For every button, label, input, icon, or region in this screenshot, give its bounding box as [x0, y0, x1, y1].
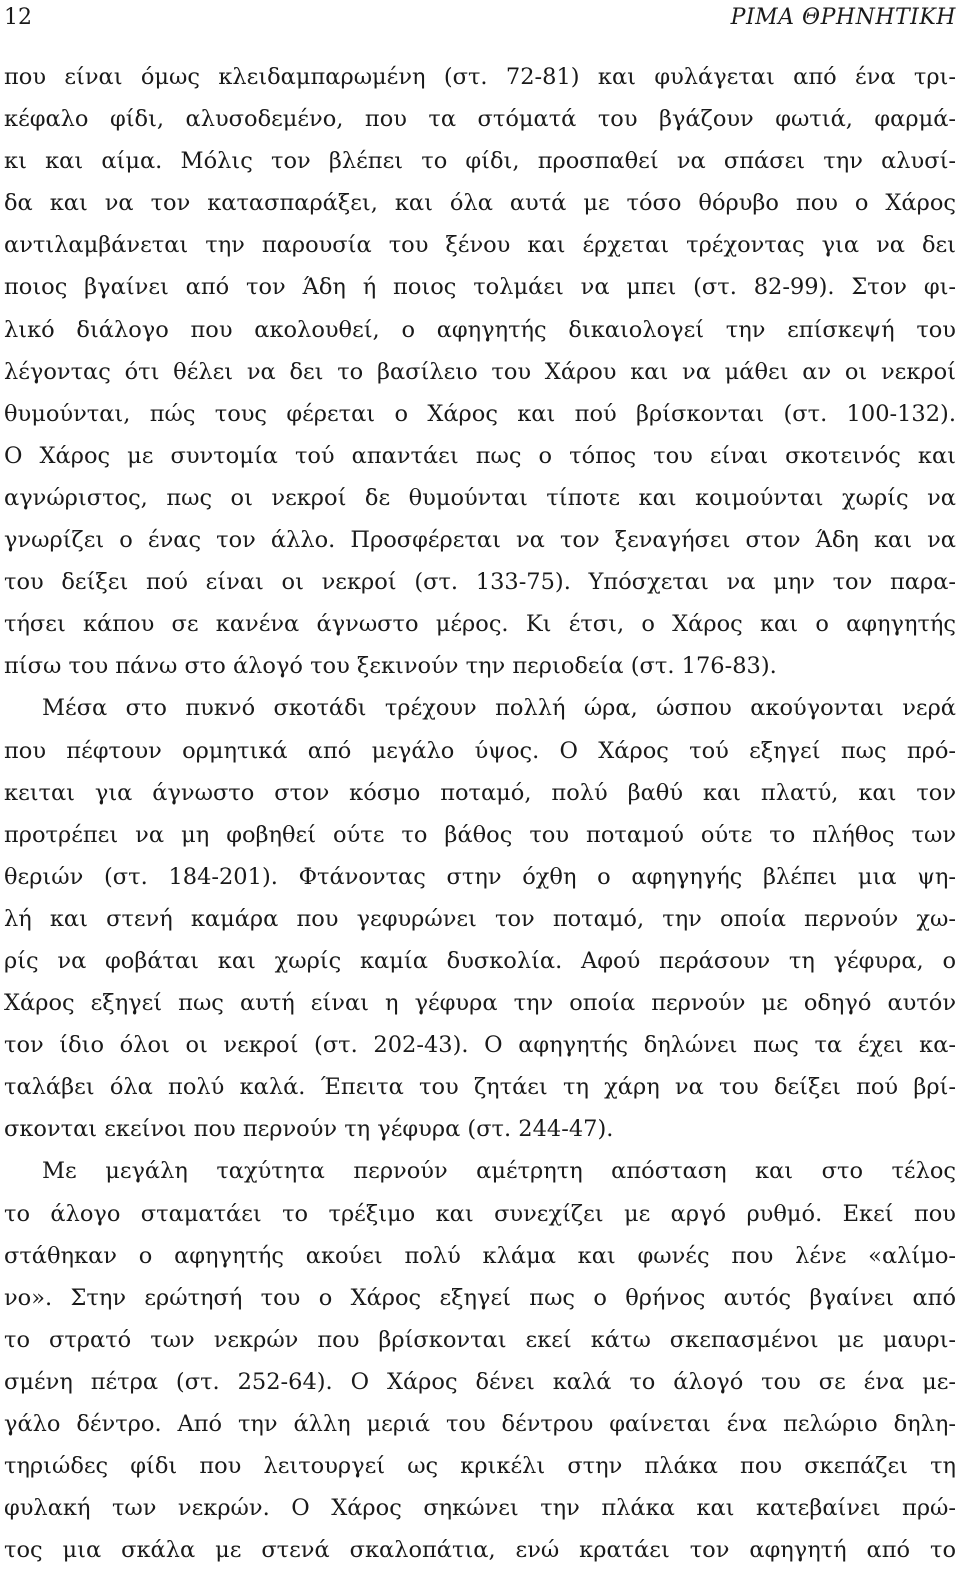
running-header — [4, 0, 956, 34]
text-line: φυλακή των νεκρών. Ο Χάρος σηκώνει την πλάκα και κατεβαίνει πρώ- — [4, 1495, 956, 1522]
text-line: που πέφτουν ορμητικά από μεγάλο ύψος. Ο Χάρος τού εξηγεί πως πρό- — [4, 737, 956, 764]
text-line: γνωρίζει ο ένας τον άλλο. Προσφέρεται να τον ξεναγήσει στον Άδη και να — [4, 527, 956, 554]
text-line: λέγοντας ότι θέλει να δει το βασίλειο του Χάρου και να μάθει αν οι νεκροί — [4, 358, 956, 385]
text-line: τηριώδες φίδι που λειτουργεί ως κρικέλι στην πλάκα που σκεπάζει τη — [4, 1453, 956, 1480]
text-line: σκονται εκείνοι που περνούν τη γέφυρα (στ. 244-47). — [4, 1116, 614, 1143]
text-line: Με μεγάλη ταχύτητα περνούν αμέτρητη απόσταση και στο τέλος — [42, 1158, 956, 1185]
text-line: αντιλαμβάνεται την παρουσία του ξένου και έρχεται τρέχοντας για να δει — [4, 232, 956, 259]
text-line: κι και αίμα. Μόλις τον βλέπει το φίδι, προσπαθεί να σπάσει την αλυσί- — [4, 148, 956, 175]
text-line: αγνώριστος, πως οι νεκροί δε θυμούνται τίποτε και κοιμούνται χωρίς να — [4, 484, 956, 511]
text-line: γάλο δέντρο. Από την άλλη μεριά του δέντρου φαίνεται ένα πελώριο δηλη- — [4, 1411, 956, 1437]
text-line: Χάρος εξηγεί πως αυτή είναι η γέφυρα την οποία περνούν με οδηγό αυτόν — [4, 990, 956, 1017]
text-line: θυμούνται, πώς τους φέρεται ο Χάρος και πού βρίσκονται (στ. 100-132). — [4, 400, 956, 427]
text-line: κειται για άγνωστο στον κόσμο ποταμό, πολύ βαθύ και πλατύ, και τον — [4, 779, 956, 806]
text-line: θεριών (στ. 184-201). Φτάνοντας στην όχθη ο αφηγηγής βλέπει μια ψη- — [4, 863, 956, 890]
body-text — [4, 56, 956, 1571]
text-line: το άλογο σταματάει το τρέξιμο και συνεχίζει με αργό ρυθμό. Εκεί που — [4, 1200, 956, 1227]
text-line: το στρατό των νεκρών που βρίσκονται εκεί κάτω σκεπασμένοι με μαυρι- — [4, 1326, 956, 1353]
page-number: 12 — [4, 4, 32, 30]
text-line: δα και να τον κατασπαράξει, και όλα αυτά με τόσο θόρυβο που ο Χάρος — [4, 190, 956, 217]
text-line: Ο Χάρος με συντομία τού απαντάει πως ο τόπος του είναι σκοτεινός και — [4, 442, 956, 469]
text-line: του δείξει πού είναι οι νεκροί (στ. 133-75). Υπόσχεται να μην τον παρα- — [4, 569, 956, 596]
text-line: κέφαλο φίδι, αλυσοδεμένο, που τα στόματά του βγάζουν φωτιά, φαρμά- — [4, 106, 956, 133]
text-line: ρίς να φοβάται και χωρίς καμία δυσκολία. Αφού περάσουν τη γέφυρα, ο — [4, 947, 956, 974]
running-title: ΡΙΜΑ ΘΡΗΝΗΤΙΚΗ — [730, 4, 956, 30]
text-line: Μέσα στο πυκνό σκοτάδι τρέχουν πολλή ώρα, ώσπου ακούγονται νερά — [42, 695, 956, 722]
text-line: πίσω του πάνω στο άλογό του ξεκινούν την περιοδεία (στ. 176-83). — [4, 653, 777, 680]
text-line: λή και στενή καμάρα που γεφυρώνει τον ποταμό, την οποία περνούν χω- — [4, 905, 956, 932]
text-line: τος μια σκάλα με στενά σκαλοπάτια, ενώ κρατάει τον αφηγητή από το — [4, 1537, 956, 1564]
text-line: στάθηκαν ο αφηγητής ακούει πολύ κλάμα και φωνές που λένε «αλίμο- — [4, 1242, 956, 1269]
text-line: ταλάβει όλα πολύ καλά. Έπειτα του ζητάει τη χάρη να του δείξει πού βρί- — [4, 1074, 956, 1101]
text-line: τήσει κάπου σε κανένα άγνωστο μέρος. Κι έτσι, ο Χάρος και ο αφηγητής — [4, 611, 956, 638]
text-line: που είναι όμως κλειδαμπαρωμένη (στ. 72-81) και φυλάγεται από ένα τρι- — [4, 64, 956, 90]
text-line: ποιος βγαίνει από τον Άδη ή ποιος τολμάει να μπει (στ. 82-99). Στον φι- — [4, 274, 956, 301]
text-line: νο». Στην ερώτησή του ο Χάρος εξηγεί πως ο θρήνος αυτός βγαίνει από — [4, 1284, 956, 1311]
text-line: προτρέπει να μη φοβηθεί ούτε το βάθος του ποταμού ούτε το πλήθος των — [4, 821, 956, 848]
text-line: σμένη πέτρα (στ. 252-64). Ο Χάρος δένει καλά το άλογό του σε ένα με- — [4, 1368, 956, 1395]
text-line: τον ίδιο όλοι οι νεκροί (στ. 202-43). Ο αφηγητής δηλώνει πως τα έχει κα- — [4, 1032, 956, 1059]
text-line: λικό διάλογο που ακολουθεί, ο αφηγητής δικαιολογεί την επίσκεψή του — [4, 316, 956, 343]
